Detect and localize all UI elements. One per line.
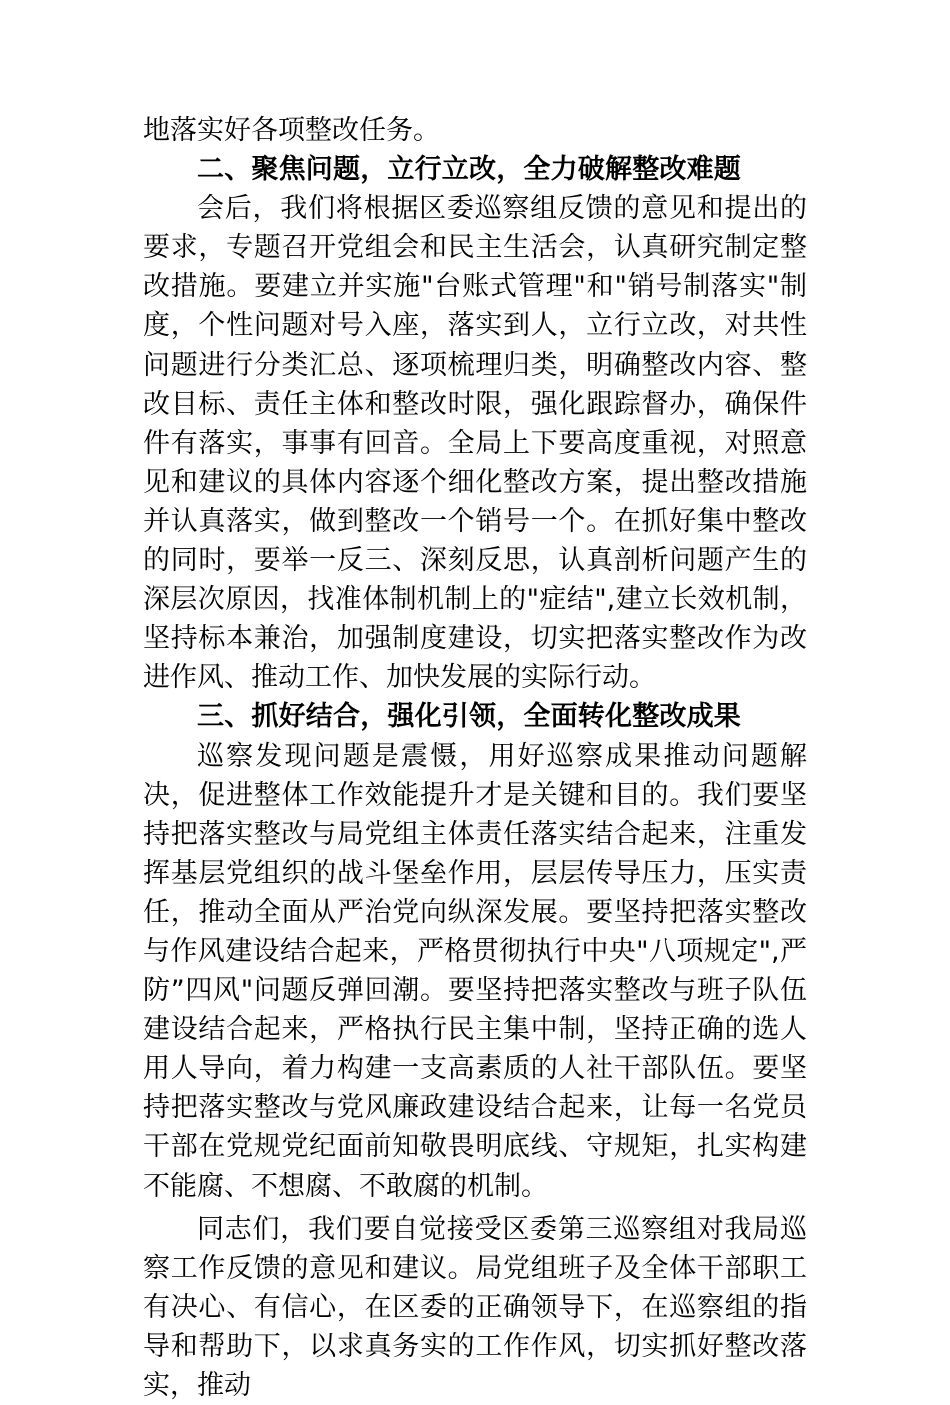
paragraph-section-3: 巡察发现问题是震慑，用好巡察成果推动问题解决，促进整体工作效能提升才是关键和目的。我们要坚持把落实整改与局党组主体责任落实结合起来，注重发挥基层党组织的战斗堡垒作用，层层传导压力，压实责任，推动全面从严治党向纵深发展。要坚持把落实整改与作风建设结合起来，严格贯彻执行中央"八项规定",严防”四风"问题反弹回潮。要坚持把落实整改与班子队伍建设结合起来，严格执行民主集中制，坚持正确的选人用人导向，着力构建一支高素质的人社干部队伍。要坚持把落实整改与党风廉政建设结合起来，让每一名党员干部在党规党纪面前知敬畏明底线、守规矩，扎实构建不能腐、不想腐、不敢腐的机制。 [143,740,807,1202]
document-body [143,111,807,1405]
paragraph-section-2: 会后，我们将根据区委巡察组反馈的意见和提出的要求，专题召开党组会和民主生活会，认真研究制定整改措施。要建立并实施"台账式管理"和"销号制落实"制度，个性问题对号入座，落实到人，立行立改，对共性问题进行分类汇总、逐项梳理归类，明确整改内容、整改目标、责任主体和整改时限，强化跟踪督办，确保件件有落实，事事有回音。全局上下要高度重视，对照意见和建议的具体内容逐个细化整改方案，提出整改措施并认真落实，做到整改一个销号一个。在抓好集中整改的同时，要举一反三、深刻反思，认真剖析问题产生的深层次原因，找准体制机制上的"症结",建立长效机制，坚持标本兼治，加强制度建设，切实把落实整改作为改进作风、推动工作、加快发展的实际行动。 [143,193,807,694]
section-heading-3: 三、抓好结合，强化引领，全面转化整改成果 [197,701,741,733]
paragraph-continued: 地落实好各项整改任务。 [143,115,440,146]
paragraph-closing: 同志们，我们要自觉接受区委第三巡察组对我局巡察工作反馈的意见和建议。局党组班子及全体干部职工有决心、有信心，在区委的正确领导下，在巡察组的指导和帮助下，以求真务实的工作作风，切实抓好整改落实，推动 [143,1213,807,1401]
section-heading-2: 二、聚焦问题，立行立改，全力破解整改难题 [197,154,741,186]
